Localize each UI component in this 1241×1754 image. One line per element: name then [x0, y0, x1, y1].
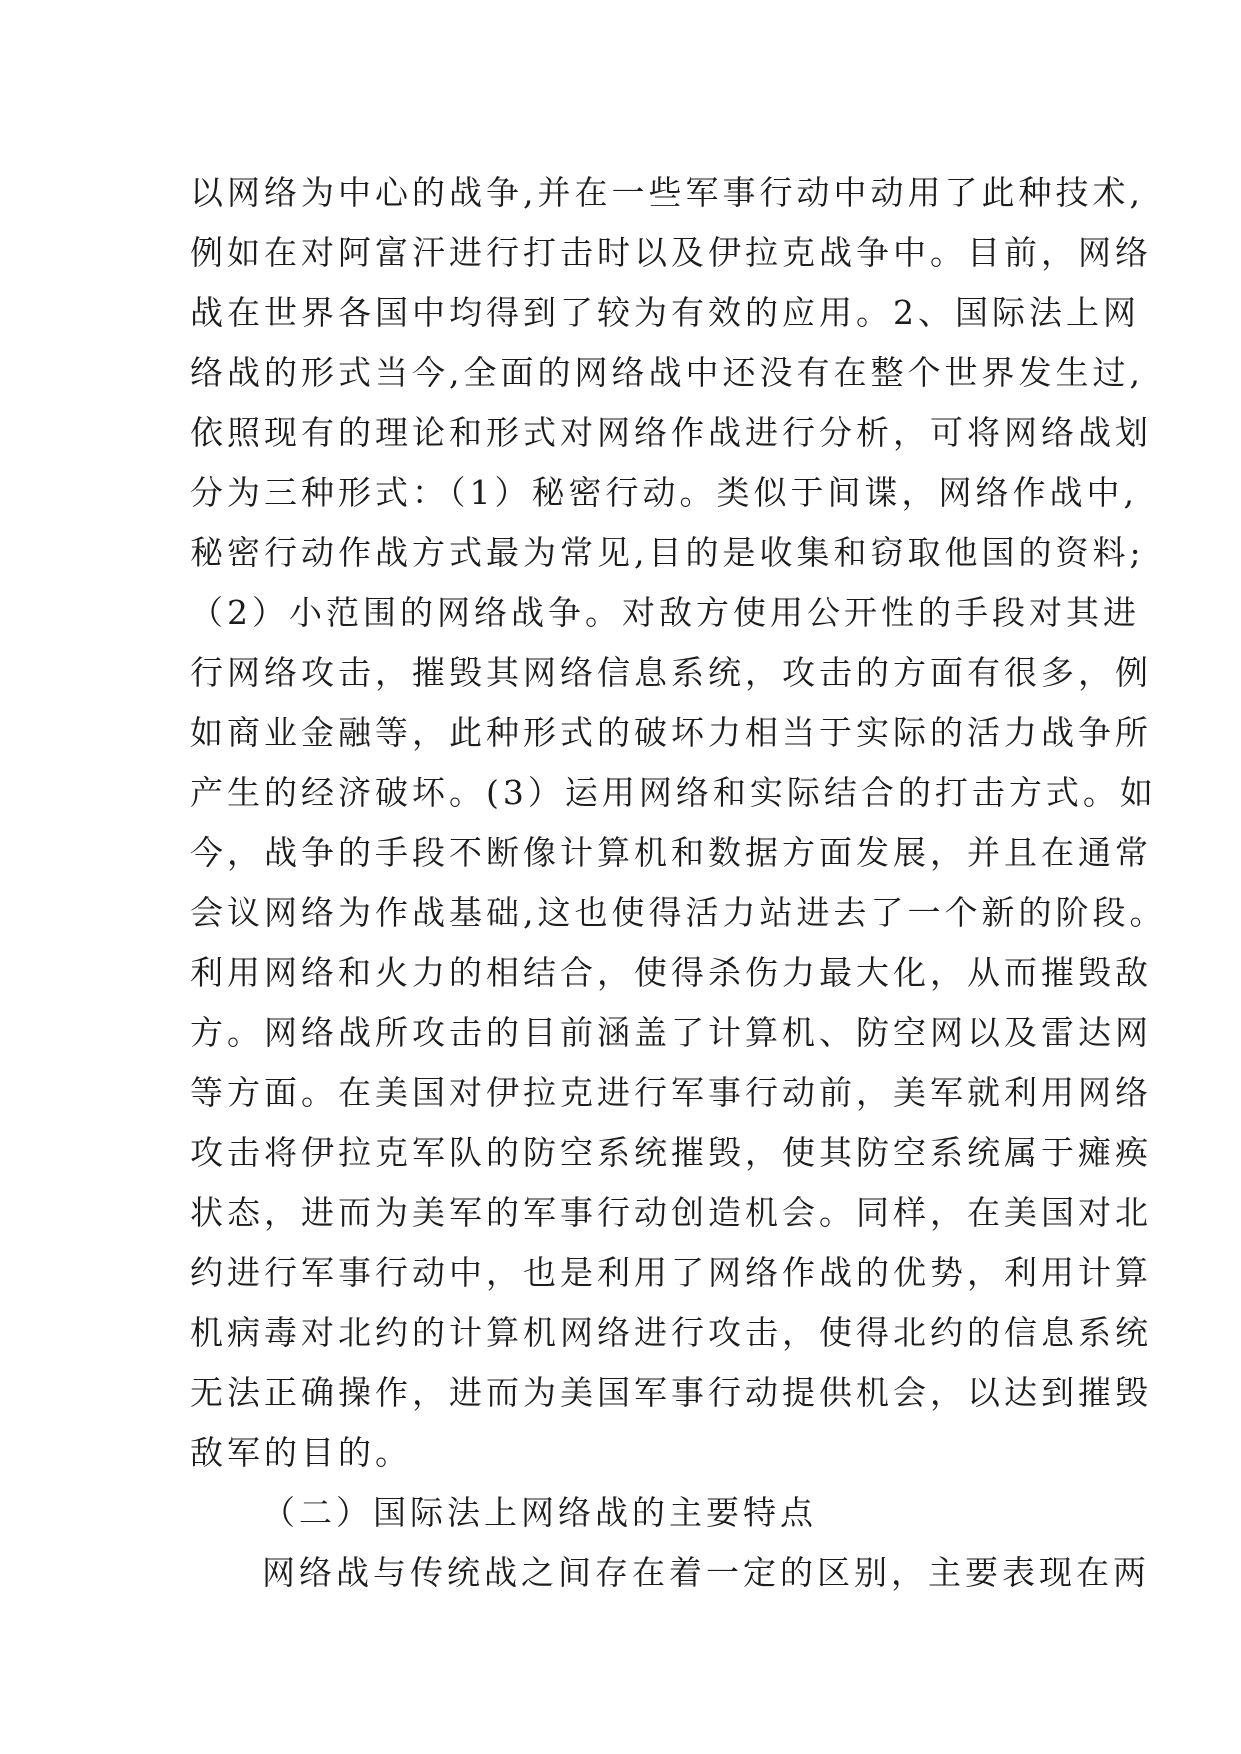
next-paragraph-line: 网络战与传统战之间存在着一定的区别，主要表现在两: [262, 1553, 1150, 1592]
text-line-10: 如商业金融等，此种形式的破坏力相当于实际的活力战争所: [190, 713, 1152, 752]
text-line-15: 方。网络战所攻击的目前涵盖了计算机、防空网以及雷达网: [190, 1013, 1152, 1052]
text-line-12: 今，战争的手段不断像计算机和数据方面发展，并且在通常: [190, 833, 1152, 872]
text-line-7: 秘密行动作战方式最为常见,目的是收集和窃取他国的资料;: [190, 533, 1145, 572]
text-line-13: 会议网络为作战基础,这也使得活力站进去了一个新的阶段。: [190, 893, 1167, 932]
text-line-8: （2）小范围的网络战争。对敌方使用公开性的手段对其进: [190, 593, 1140, 632]
text-line-20: 机病毒对北约的计算机网络进行攻击，使得北约的信息系统: [190, 1313, 1152, 1352]
text-line-2: 例如在对阿富汗进行打击时以及伊拉克战争中。目前，网络: [190, 233, 1152, 272]
text-line-21: 无法正确操作，进而为美国军事行动提供机会，以达到摧毁: [190, 1373, 1152, 1412]
text-line-4: 络战的形式当今,全面的网络战中还没有在整个世界发生过,: [190, 353, 1144, 392]
text-line-6: 分为三种形式：（1）秘密行动。类似于间谍，网络作战中,: [190, 473, 1138, 512]
section-heading: （二）国际法上网络战的主要特点: [262, 1493, 817, 1532]
text-line-16: 等方面。在美国对伊拉克进行军事行动前，美军就利用网络: [190, 1073, 1152, 1112]
text-line-17: 攻击将伊拉克军队的防空系统摧毁，使其防空系统属于瘫痪: [190, 1133, 1152, 1172]
body-text: [190, 163, 1167, 1603]
text-line-14: 利用网络和火力的相结合，使得杀伤力最大化，从而摧毁敌: [190, 953, 1152, 992]
text-line-1: 以网络为中心的战争,并在一些军事行动中动用了此种技术,: [190, 173, 1144, 212]
text-line-18: 状态，进而为美军的军事行动创造机会。同样，在美国对北: [190, 1193, 1152, 1232]
text-line-11: 产生的经济破坏。(3）运用网络和实际结合的打击方式。如: [190, 773, 1157, 812]
text-line-9: 行网络攻击，摧毁其网络信息系统，攻击的方面有很多，例: [190, 653, 1152, 692]
text-line-5: 依照现有的理论和形式对网络作战进行分析，可将网络战划: [190, 413, 1152, 452]
text-line-22: 敌军的目的。: [190, 1433, 412, 1472]
text-line-3: 战在世界各国中均得到了较为有效的应用。2、国际法上网: [190, 293, 1140, 332]
text-line-19: 约进行军事行动中，也是利用了网络作战的优势，利用计算: [190, 1253, 1152, 1292]
